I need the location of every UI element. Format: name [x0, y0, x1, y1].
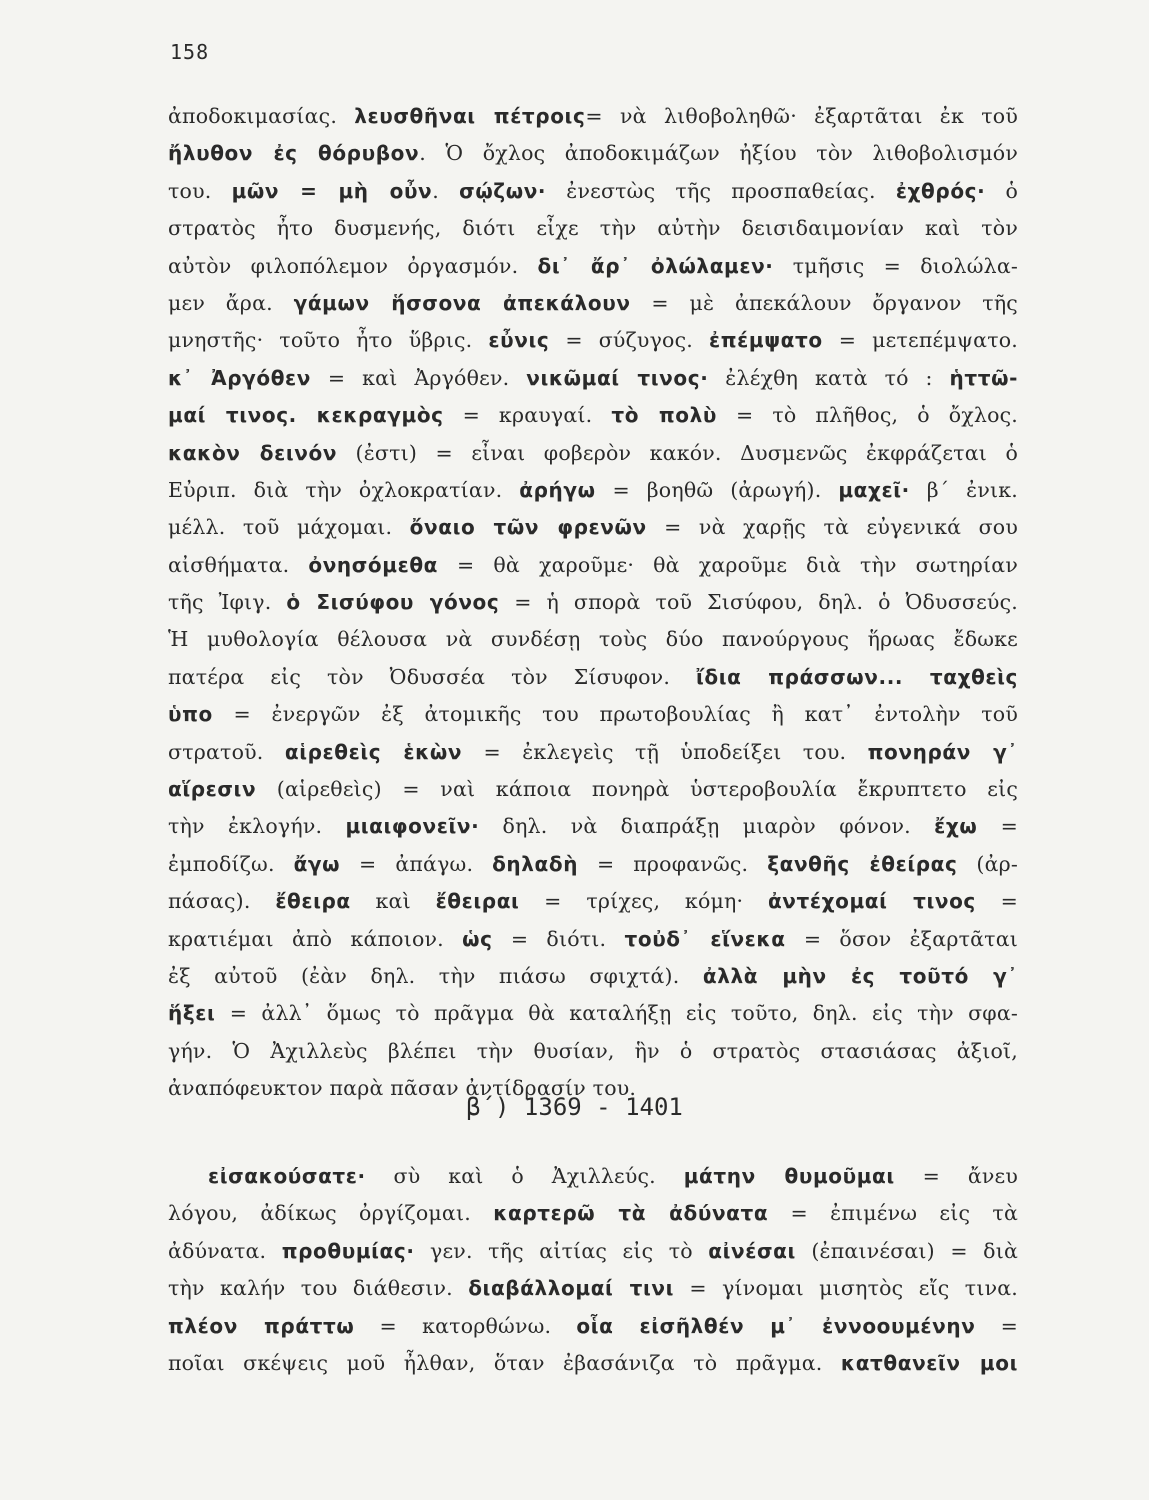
- gloss-text: = ἐνεργῶν ἐξ ἀτομικῆς του πρωτοβουλίας ἢ κατ᾽ ἐντολὴν τοῦ: [212, 702, 1018, 727]
- gloss-text: ἐξ αὐτοῦ (ἐὰν δηλ. τὴν πιάσω σφιχτά).: [168, 963, 703, 988]
- gloss-text: γεν. τῆς αἰτίας εἰς τὸ: [414, 1238, 709, 1263]
- gloss-text: = ἀπάγω.: [340, 851, 493, 876]
- text-line: [168, 1033, 1018, 1070]
- text-line: [168, 1270, 1018, 1307]
- lemma-term: ξανθῆς ἐθείρας: [767, 851, 958, 876]
- gloss-text: = τὸ πλῆθος, ὁ ὄχλος.: [717, 403, 1019, 428]
- text-line: [168, 659, 1018, 696]
- gloss-text: γήν. Ὁ Ἀχιλλεὺς βλέπει τὴν θυσίαν, ἣν ὁ στρατὸς στασιάσας ἀξιοῖ,: [168, 1038, 1018, 1063]
- gloss-text: μνηστῆς· τοῦτο ἦτο ὕβρις.: [168, 328, 489, 353]
- text-line: [168, 771, 1018, 808]
- lemma-term: ἔθειρα: [275, 889, 351, 914]
- gloss-text: (αἱρεθεὶς) = ναὶ κάποια πονηρὰ ὑστεροβουλία ἔκρυπτετο εἰς: [256, 777, 1018, 802]
- gloss-text: (ἐστι) = εἶναι φοβερὸν κακόν. Δυσμενῶς ἐκφράζεται ὁ: [337, 440, 1018, 465]
- gloss-text: = διότι.: [492, 926, 625, 951]
- lemma-term: ἐχθρός·: [895, 178, 986, 203]
- gloss-text: = γίνομαι μισητὸς εἴς τινα.: [674, 1276, 1018, 1301]
- lemma-term: οἷα εἰσῆλθέν μ᾽ ἐννοουμένην: [576, 1313, 976, 1338]
- gloss-text: (ἐπαινέσαι) = διὰ: [795, 1238, 1018, 1263]
- lemma-term: ὀνησόμεθα: [308, 552, 439, 577]
- lemma-term: τοὐδ᾽ εἵνεκα: [624, 926, 786, 951]
- text-line: [168, 98, 1018, 135]
- lemma-term: λευσθῆναι πέτροις: [354, 104, 586, 128]
- text-line: [168, 1158, 1018, 1195]
- gloss-text: κρατιέμαι ἀπὸ κάποιον.: [168, 926, 463, 951]
- text-line: [168, 1233, 1018, 1270]
- lemma-term: μιαιφονεῖν·: [345, 814, 480, 839]
- lemma-term: μάτην θυμοῦμαι: [683, 1164, 895, 1188]
- text-line: [168, 1345, 1018, 1382]
- gloss-text: β΄ ἐνικ.: [909, 477, 1018, 502]
- section-heading: β΄) 1369 - 1401: [466, 1093, 683, 1121]
- gloss-text: τὴν καλήν του διάθεσιν.: [168, 1276, 469, 1301]
- gloss-text: στρατοῦ.: [168, 739, 285, 764]
- gloss-text: ἐνεστὼς τῆς προσπαθείας.: [546, 178, 896, 203]
- gloss-text: = μὲ ἀπεκάλουν ὄργανον τῆς: [630, 290, 1018, 315]
- gloss-text: τὴν ἐκλογήν.: [168, 814, 346, 839]
- text-line: [168, 360, 1018, 397]
- text-line: [168, 509, 1018, 546]
- lemma-term: ὡς: [462, 926, 493, 951]
- lemma-term: ὁ Σισύφου γόνος: [286, 590, 500, 615]
- text-line: [168, 322, 1018, 359]
- lemma-term: μῶν = μὴ οὖν: [231, 178, 433, 203]
- lemma-term: ἄγω: [293, 851, 341, 876]
- lemma-term: πονηράν γ᾽: [867, 739, 1018, 764]
- gloss-text: στρατὸς ἦτο δυσμενής, διότι εἶχε τὴν αὐτὴν δεισιδαιμονίαν καὶ τὸν: [168, 216, 1018, 241]
- gloss-text: = ὅσον ἐξαρτᾶται: [785, 926, 1019, 951]
- lemma-term: αἰνέσαι: [708, 1238, 796, 1263]
- text-line: [168, 285, 1018, 322]
- gloss-text: καὶ: [350, 889, 436, 914]
- text-line: [168, 808, 1018, 845]
- gloss-text: = σύζυγος.: [549, 328, 709, 353]
- page-number: 158: [170, 40, 210, 64]
- gloss-text: ἐλέχθη κατὰ τό :: [708, 365, 950, 390]
- lemma-term: κατθανεῖν μοι: [840, 1350, 1018, 1375]
- gloss-text: = βοηθῶ (ἀρωγή).: [595, 477, 839, 502]
- text-line: [168, 846, 1018, 883]
- text-line: [168, 1195, 1018, 1232]
- text-line: [168, 995, 1018, 1032]
- gloss-text: πατέρα εἰς τὸν Ὀδυσσέα τὸν Σίσυφον.: [168, 664, 696, 689]
- lemma-term: ἀρήγω: [519, 477, 596, 502]
- text-line: [168, 547, 1018, 584]
- text-line: [168, 584, 1018, 621]
- text-line: [168, 435, 1018, 472]
- lemma-term: προθυμίας·: [281, 1238, 415, 1263]
- lemma-term: κακὸν δεινόν: [168, 440, 338, 465]
- text-line: [168, 883, 1018, 920]
- text-line: [168, 135, 1018, 172]
- gloss-text: αὐτὸν φιλοπόλεμον ὀργασμόν.: [168, 253, 538, 278]
- gloss-text: = μετεπέμψατο.: [822, 328, 1019, 353]
- lemma-term: δηλαδὴ: [492, 851, 579, 876]
- gloss-text: .: [432, 178, 460, 203]
- gloss-text: πάσας).: [168, 889, 276, 914]
- gloss-text: ὁ: [985, 178, 1018, 203]
- lemma-term: δι᾽ ἄρ᾽ ὀλώλαμεν·: [537, 253, 774, 278]
- lemma-term: ἡττῶ-: [949, 365, 1018, 390]
- lemma-term: εὖνις: [488, 328, 550, 353]
- gloss-text: μεν ἄρα.: [168, 290, 294, 315]
- gloss-text: δηλ. νὰ διαπράξῃ μιαρὸν φόνον.: [479, 814, 935, 839]
- lemma-term: ἔθειραι: [435, 889, 520, 914]
- gloss-text: ἀδύνατα.: [168, 1238, 282, 1263]
- text-line: [168, 173, 1018, 210]
- gloss-text: αἰσθήματα.: [168, 552, 309, 577]
- gloss-text: = ἀλλ᾽ ὅμως τὸ πρᾶγμα θὰ καταλήξῃ εἰς τοῦτο, δηλ. εἰς τὴν σφα-: [215, 1001, 1018, 1026]
- text-line: [168, 1308, 1018, 1345]
- text-line: [168, 958, 1018, 995]
- gloss-text: = τρίχες, κόμη·: [519, 889, 768, 914]
- lemma-term: αἵρεσιν: [168, 777, 257, 802]
- gloss-text: (ἀρ-: [957, 851, 1018, 876]
- gloss-text: = ἐπιμένω εἰς τὰ: [768, 1201, 1018, 1226]
- gloss-text: = κραυγαί.: [443, 403, 612, 428]
- text-line: [168, 248, 1018, 285]
- gloss-text: . Ὁ ὄχλος ἀποδοκιμάζων ἠξίου τὸν λιθοβολισμόν: [419, 141, 1018, 166]
- lemma-term: ὑπο: [168, 702, 213, 727]
- lemma-term: ἥξει: [168, 1001, 216, 1026]
- gloss-text: ἐμποδίζω.: [168, 851, 294, 876]
- text-line: [168, 210, 1018, 247]
- gloss-text: = κατορθώνω.: [354, 1313, 577, 1338]
- gloss-text: = νὰ χαρῇς τὰ εὐγενικά σου: [646, 515, 1019, 540]
- lemma-term: μαχεῖ·: [838, 477, 910, 502]
- commentary-section-b: [168, 1158, 1018, 1382]
- lemma-term: διαβάλλομαί τινι: [468, 1276, 675, 1301]
- gloss-text: σὺ καὶ ὁ Ἀχιλλεύς.: [365, 1164, 684, 1188]
- gloss-text: = θὰ χαροῦμε· θὰ χαροῦμε διὰ τὴν σωτηρίαν: [438, 552, 1018, 577]
- lemma-term: ἀντέχομαί τινος: [767, 889, 976, 914]
- gloss-text: λόγου, ἀδίκως ὀργίζομαι.: [168, 1201, 494, 1226]
- gloss-text: =: [975, 889, 1019, 914]
- gloss-text: Ἡ μυθολογία θέλουσα νὰ συνδέσῃ τοὺς δύο πανούργους ἥρωας ἔδωκε: [168, 627, 1018, 652]
- gloss-text: ποῖαι σκέψεις μοῦ ἦλθαν, ὅταν ἐβασάνιζα τὸ πρᾶγμα.: [168, 1350, 841, 1375]
- text-line: [168, 397, 1018, 434]
- lemma-term: ἔχω: [934, 814, 978, 839]
- gloss-text: ἀναπόφευκτον παρὰ πᾶσαν ἀντίδρασίν του.: [168, 1076, 637, 1101]
- lemma-term: αἱρεθεὶς ἑκὼν: [284, 739, 463, 764]
- text-line: [168, 621, 1018, 658]
- lemma-term: νικῶμαί τινος·: [526, 365, 709, 390]
- lemma-term: σῴζων·: [459, 178, 547, 203]
- text-line: [168, 472, 1018, 509]
- lemma-term: ἐπέμψατο: [709, 328, 823, 353]
- text-line: [168, 696, 1018, 733]
- lemma-term: ἀλλὰ μὴν ἐς τοῦτό γ᾽: [702, 963, 1018, 988]
- gloss-text: = προφανῶς.: [578, 851, 768, 876]
- lemma-term: ὄναιο τῶν φρενῶν: [409, 515, 647, 540]
- text-line: [168, 921, 1018, 958]
- lemma-term: ἤλυθον ἐς θόρυβον: [168, 141, 420, 166]
- gloss-text: = ἡ σπορὰ τοῦ Σισύφου, δηλ. ὁ Ὀδυσσεύς.: [499, 590, 1018, 615]
- lemma-term: κ᾽ Ἀργόθεν: [168, 365, 311, 390]
- lemma-term: καρτερῶ τὰ ἀδύνατα: [493, 1201, 769, 1226]
- gloss-text: μέλλ. τοῦ μάχομαι.: [168, 515, 410, 540]
- gloss-text: ἀποδοκιμασίας.: [168, 104, 355, 128]
- lemma-term: μαί τινος. κεκραγμὸς: [168, 403, 444, 428]
- gloss-text: =: [977, 814, 1019, 839]
- gloss-text: τῆς Ἰφιγ.: [168, 590, 287, 615]
- gloss-text: του.: [168, 178, 232, 203]
- commentary-section-a: [168, 98, 1018, 1108]
- lemma-term: πλέον πράττω: [168, 1313, 355, 1338]
- gloss-text: = καὶ Ἀργόθεν.: [311, 365, 527, 390]
- gloss-text: =: [975, 1313, 1018, 1338]
- lemma-term: γάμων ἥσσονα ἀπεκάλουν: [293, 290, 631, 315]
- gloss-text: = ἐκλεγεὶς τῇ ὑποδείξει του.: [462, 739, 868, 764]
- lemma-term: τὸ πολὺ: [611, 403, 717, 428]
- gloss-text: Εὐριπ. διὰ τὴν ὀχλοκρατίαν.: [168, 477, 520, 502]
- text-line: [168, 734, 1018, 771]
- lemma-term: εἰσακούσατε·: [208, 1164, 366, 1188]
- lemma-term: ἴδια πράσσων... ταχθεὶς: [696, 664, 1018, 689]
- gloss-text: = ἄνευ: [894, 1164, 1019, 1188]
- gloss-text: = νὰ λιθοβοληθῶ· ἐξαρτᾶται ἐκ τοῦ: [585, 104, 1019, 128]
- gloss-text: τμῆσις = διολώλα-: [773, 253, 1019, 278]
